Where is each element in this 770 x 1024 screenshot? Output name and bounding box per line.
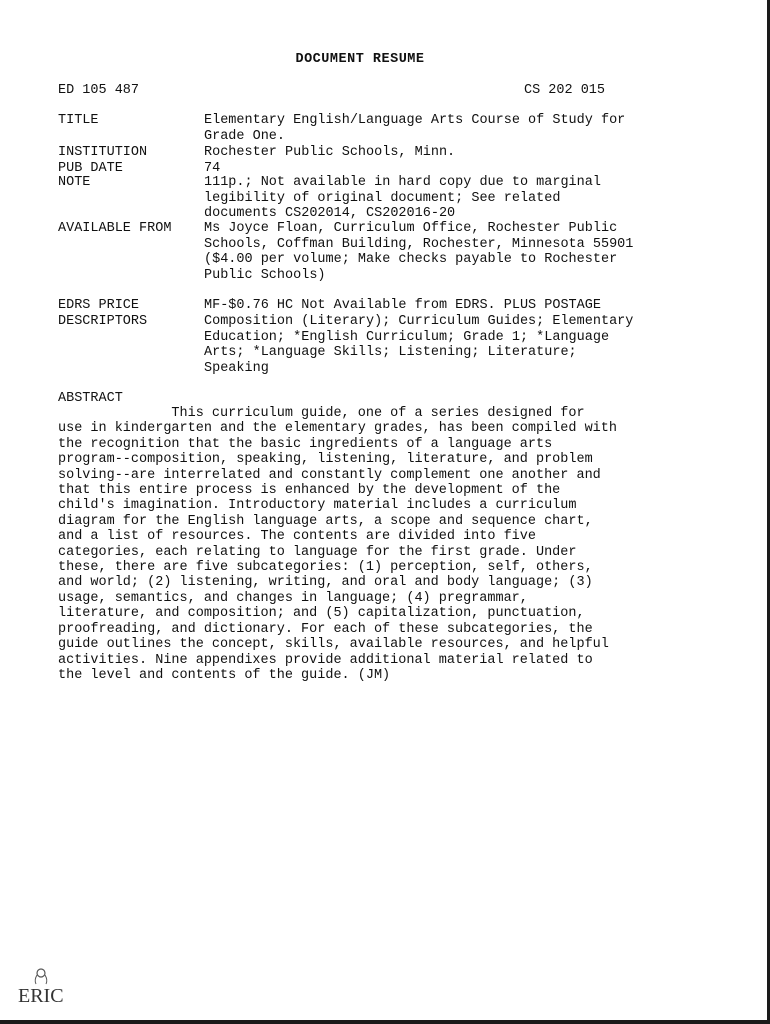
field-line: Grade One. bbox=[204, 128, 286, 144]
field-line: documents CS202014, CS202016-20 bbox=[204, 206, 456, 221]
field-label: DESCRIPTORS bbox=[58, 314, 148, 329]
abstract-line: categories, each relating to language for the first grade. Under bbox=[58, 544, 577, 560]
field-line: Rochester Public Schools, Minn. bbox=[204, 145, 456, 160]
field-line: ($4.00 per volume; Make checks payable to Rochester bbox=[204, 252, 618, 267]
abstract-line: activities. Nine appendixes provide additional material related to bbox=[58, 652, 593, 668]
eric-logo-icon bbox=[16, 966, 66, 1006]
abstract-line: solving--are interrelated and constantly complement one another and bbox=[58, 467, 601, 483]
abstract-line: This curriculum guide, one of a series designed for bbox=[58, 406, 585, 421]
abstract-line: and world; (2) listening, writing, and oral and body language; (3) bbox=[58, 575, 593, 591]
field-line: MF-$0.76 HC Not Available from EDRS. PLUS POSTAGE bbox=[204, 298, 601, 313]
field-line: Speaking bbox=[204, 360, 269, 376]
abstract-line: the recognition that the basic ingredients of a language arts bbox=[58, 436, 553, 452]
field-label: EDRS PRICE bbox=[58, 298, 140, 313]
abstract-line: literature, and composition; and (5) capitalization, punctuation, bbox=[58, 606, 585, 622]
field-line: Composition (Literary); Curriculum Guides; Elementary bbox=[204, 314, 634, 329]
document-title: DOCUMENT RESUME bbox=[295, 52, 425, 67]
field-value bbox=[204, 221, 704, 283]
field-line: 111p.; Not available in hard copy due to marginal bbox=[204, 175, 601, 190]
field-label: AVAILABLE FROM bbox=[58, 221, 172, 236]
abstract-line: that this entire process is enhanced by the development of the bbox=[58, 483, 561, 499]
field-line: Education; *English Curriculum; Grade 1; *Language bbox=[204, 329, 610, 345]
abstract-line: usage, semantics, and changes in language; (4) pregrammar, bbox=[58, 590, 528, 606]
field-value bbox=[204, 298, 704, 314]
field-value bbox=[204, 314, 704, 376]
abstract-line: proofreading, and dictionary. For each of these subcategories, the bbox=[58, 621, 593, 637]
abstract-line: diagram for the English language arts, a scope and sequence chart, bbox=[58, 513, 593, 529]
field-label: TITLE bbox=[58, 113, 99, 128]
field-line: Public Schools) bbox=[204, 267, 326, 283]
eric-logo-text: ERIC bbox=[18, 985, 64, 1006]
field-value bbox=[204, 175, 704, 222]
abstract-line: program--composition, speaking, listening, literature, and problem bbox=[58, 452, 593, 468]
page-edge-bottom bbox=[0, 1020, 770, 1024]
abstract-line: use in kindergarten and the elementary grades, has been compiled with bbox=[58, 421, 617, 437]
field-line: legibility of original document; See related bbox=[204, 190, 561, 206]
abstract-line: guide outlines the concept, skills, available resources, and helpful bbox=[58, 637, 609, 653]
abstract-line: and a list of resources. The contents are divided into five bbox=[58, 529, 536, 545]
abstract-line: child's imagination. Introductory material includes a curriculum bbox=[58, 498, 577, 514]
cs-number: CS 202 015 bbox=[524, 83, 606, 98]
field-line: Arts; *Language Skills; Listening; Literature; bbox=[204, 345, 577, 360]
abstract-label: ABSTRACT bbox=[58, 391, 123, 406]
field-label: PUB DATE bbox=[58, 161, 123, 176]
field-line: Elementary English/Language Arts Course of Study for bbox=[204, 113, 626, 128]
field-line: Schools, Coffman Building, Rochester, Minnesota 55901 bbox=[204, 236, 634, 252]
abstract-line: the level and contents of the guide. (JM) bbox=[58, 667, 391, 683]
field-value bbox=[204, 145, 704, 161]
field-label: INSTITUTION bbox=[58, 145, 148, 160]
abstract-body bbox=[58, 406, 698, 683]
field-line: Ms Joyce Floan, Curriculum Office, Rochester Public bbox=[204, 221, 618, 236]
abstract-line: these, there are five subcategories: (1) perception, self, others, bbox=[58, 560, 593, 576]
field-value bbox=[204, 113, 704, 144]
ed-number: ED 105 487 bbox=[58, 83, 140, 98]
field-line: 74 bbox=[204, 161, 221, 176]
field-label: NOTE bbox=[58, 175, 91, 190]
